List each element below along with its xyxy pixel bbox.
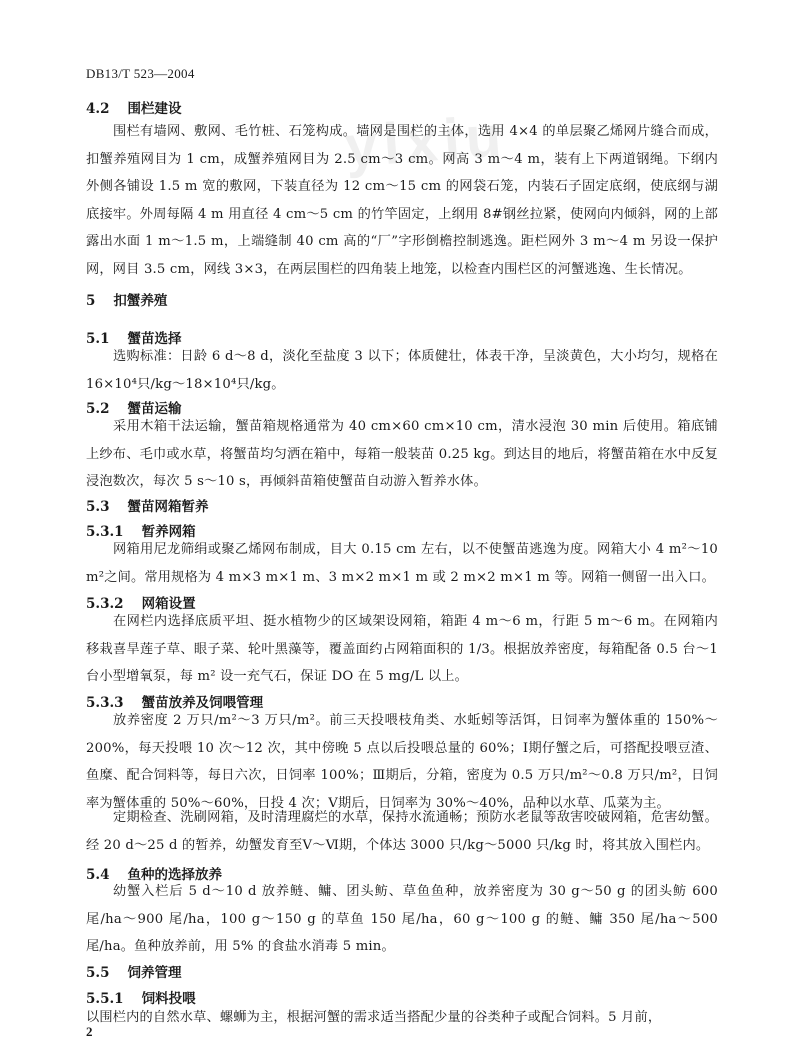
standard-code-header: DB13/T 523—2004 xyxy=(86,66,195,81)
heading-title: 网箱设置 xyxy=(141,596,196,612)
heading-number: 5.3.2 xyxy=(86,596,124,612)
paragraph-5-3-3-b: 定期检查、洗刷网箱，及时清理腐烂的水草，保持水流通畅；预防水老鼠等敌害咬破网箱，危害幼蟹。经 20 d～25 d 的暂养，幼蟹发育至Ⅴ～Ⅵ期，个体达 3000 只/kg～5000 只/kg 时，将其放入围栏内。 xyxy=(86,810,718,853)
heading-title: 暂养网箱 xyxy=(141,524,196,540)
heading-title: 扣蟹养殖 xyxy=(113,293,168,309)
heading-number: 5 xyxy=(86,293,96,309)
heading-title: 饲料投喂 xyxy=(141,991,196,1007)
heading-4-2 xyxy=(86,97,182,117)
heading-number: 4.2 xyxy=(86,101,110,117)
heading-5-3 xyxy=(86,495,209,515)
heading-title: 鱼种的选择放养 xyxy=(127,867,222,883)
paragraph-5-5-1: 以围栏内的自然水草、螺蛳为主，根据河蟹的需求适当搭配少量的谷类种子或配合饲料。5 月前， xyxy=(86,1010,662,1025)
heading-title: 蟹苗放养及饲喂管理 xyxy=(141,695,264,711)
paragraph-5-3-1: 网箱用尼龙筛绢或聚乙烯网布制成，目大 0.15 cm 左右，以不使蟹苗逃逸为度。网箱大小 4 m²～10 m²之间。常用规格为 4 m×3 m×1 m、3 m×2 m×1 m 或 2 m×2 m×1 m 等。网箱一侧留一出入口。 xyxy=(86,542,718,585)
heading-title: 蟹苗选择 xyxy=(127,331,182,347)
heading-title: 蟹苗网箱暂养 xyxy=(127,499,209,515)
heading-number: 5.4 xyxy=(86,867,110,883)
paragraph-5-3-2: 在网栏内选择底质平坦、挺水植物少的区域架设网箱，箱距 4 m～6 m，行距 5 m～6 m。在网箱内移栽喜旱莲子草、眼子菜、轮叶黑藻等，覆盖面约占网箱面积的 1/3。根据放养密度，每箱配备 0.5 台～1 台小型增氧泵，每 m² 设一充气石，保证 DO 在 5 mg/L 以上。 xyxy=(86,614,718,685)
paragraph-5-3-3-a: 放养密度 2 万只/m²～3 万只/m²。前三天投喂枝角类、水蚯蚓等活饵，日饲率为蟹体重的 150%～200%，每天投喂 10 次～12 次，其中傍晚 5 点以后投喂总量的 60%；Ⅰ期仔蟹之后，可搭配投喂豆渣、鱼糜、配合饲料等，每日六次，日饲率 100%；Ⅲ期后，分箱，密度为 0.5 万只/m²～0.8 万只/m²，日饲率为蟹体重的 50%～60%，日投 4 次；Ⅴ期后，日饲率为 30%～40%，品种以水草、瓜菜为主。 xyxy=(86,713,718,811)
heading-5-5 xyxy=(86,961,182,981)
page-number: 2 xyxy=(86,1024,93,1039)
heading-number: 5.3 xyxy=(86,499,110,515)
paragraph-5-4: 幼蟹入栏后 5 d～10 d 放养鲢、鳙、团头鲂、草鱼鱼种，放养密度为 30 g～50 g 的团头鲂 600 尾/ha～900 尾/ha，100 g～150 g 的草鱼 150 尾/ha，60 g～100 g 的鲢、鳙 350 尾/ha～500 尾/ha。鱼种放养前，用 5% 的食盐水消毒 5 min。 xyxy=(86,884,718,955)
heading-title: 蟹苗运输 xyxy=(127,401,182,417)
heading-number: 5.5 xyxy=(86,965,110,981)
heading-number: 5.1 xyxy=(86,331,110,347)
heading-number: 5.2 xyxy=(86,401,110,417)
heading-5 xyxy=(86,289,167,309)
heading-title: 围栏建设 xyxy=(127,101,182,117)
paragraph-5-2: 采用木箱干法运输，蟹苗箱规格通常为 40 cm×60 cm×10 cm，清水浸泡 30 min 后使用。箱底铺上纱布、毛巾或水草，将蟹苗均匀洒在箱中，每箱一般装苗 0.25 kg。到达目的地后，将蟹苗箱在水中反复浸泡数次，每次 5 s～10 s，再倾斜苗箱使蟹苗自动游入暂养水体。 xyxy=(86,419,718,490)
paragraph-5-1: 选购标准：日龄 6 d～8 d，淡化至盐度 3 以下；体质健壮，体表干净，呈淡黄色，大小均匀，规格在 16×10⁴只/kg～18×10⁴只/kg。 xyxy=(86,349,718,392)
heading-title: 饲养管理 xyxy=(127,965,182,981)
heading-number: 5.5.1 xyxy=(86,991,124,1007)
watermark: yixiu xyxy=(342,103,510,180)
paragraph-4-2: 围栏有墙网、敷网、毛竹桩、石笼构成。墙网是围栏的主体，选用 4×4 的单层聚乙烯网片缝合而成，扣蟹养殖网目为 1 cm，成蟹养殖网目为 2.5 cm～3 cm。网高 3 m～4 m，装有上下两道钢绳。下纲内外侧各铺设 1.5 m 宽的敷网，下装直径为 12 cm～15 cm 的网袋石笼，内装石子固定底纲，使底纲与湖底接牢。外周每隔 4 m 用直径 4 cm～5 cm 的竹竿固定，上纲用 8#钢丝拉紧，使网向内倾斜，网的上部露出水面 1 m～1.5 m，上端缝制 40 cm 高的“厂”字形倒檐控制逃逸。距栏网外 3 m～4 m 另设一保护网，网目 3.5 cm，网线 3×3，在两层围栏的四角装上地笼，以检查内围栏区的河蟹逃逸、生长情况。 xyxy=(86,124,718,277)
heading-number: 5.3.3 xyxy=(86,695,124,711)
heading-number: 5.3.1 xyxy=(86,524,124,540)
